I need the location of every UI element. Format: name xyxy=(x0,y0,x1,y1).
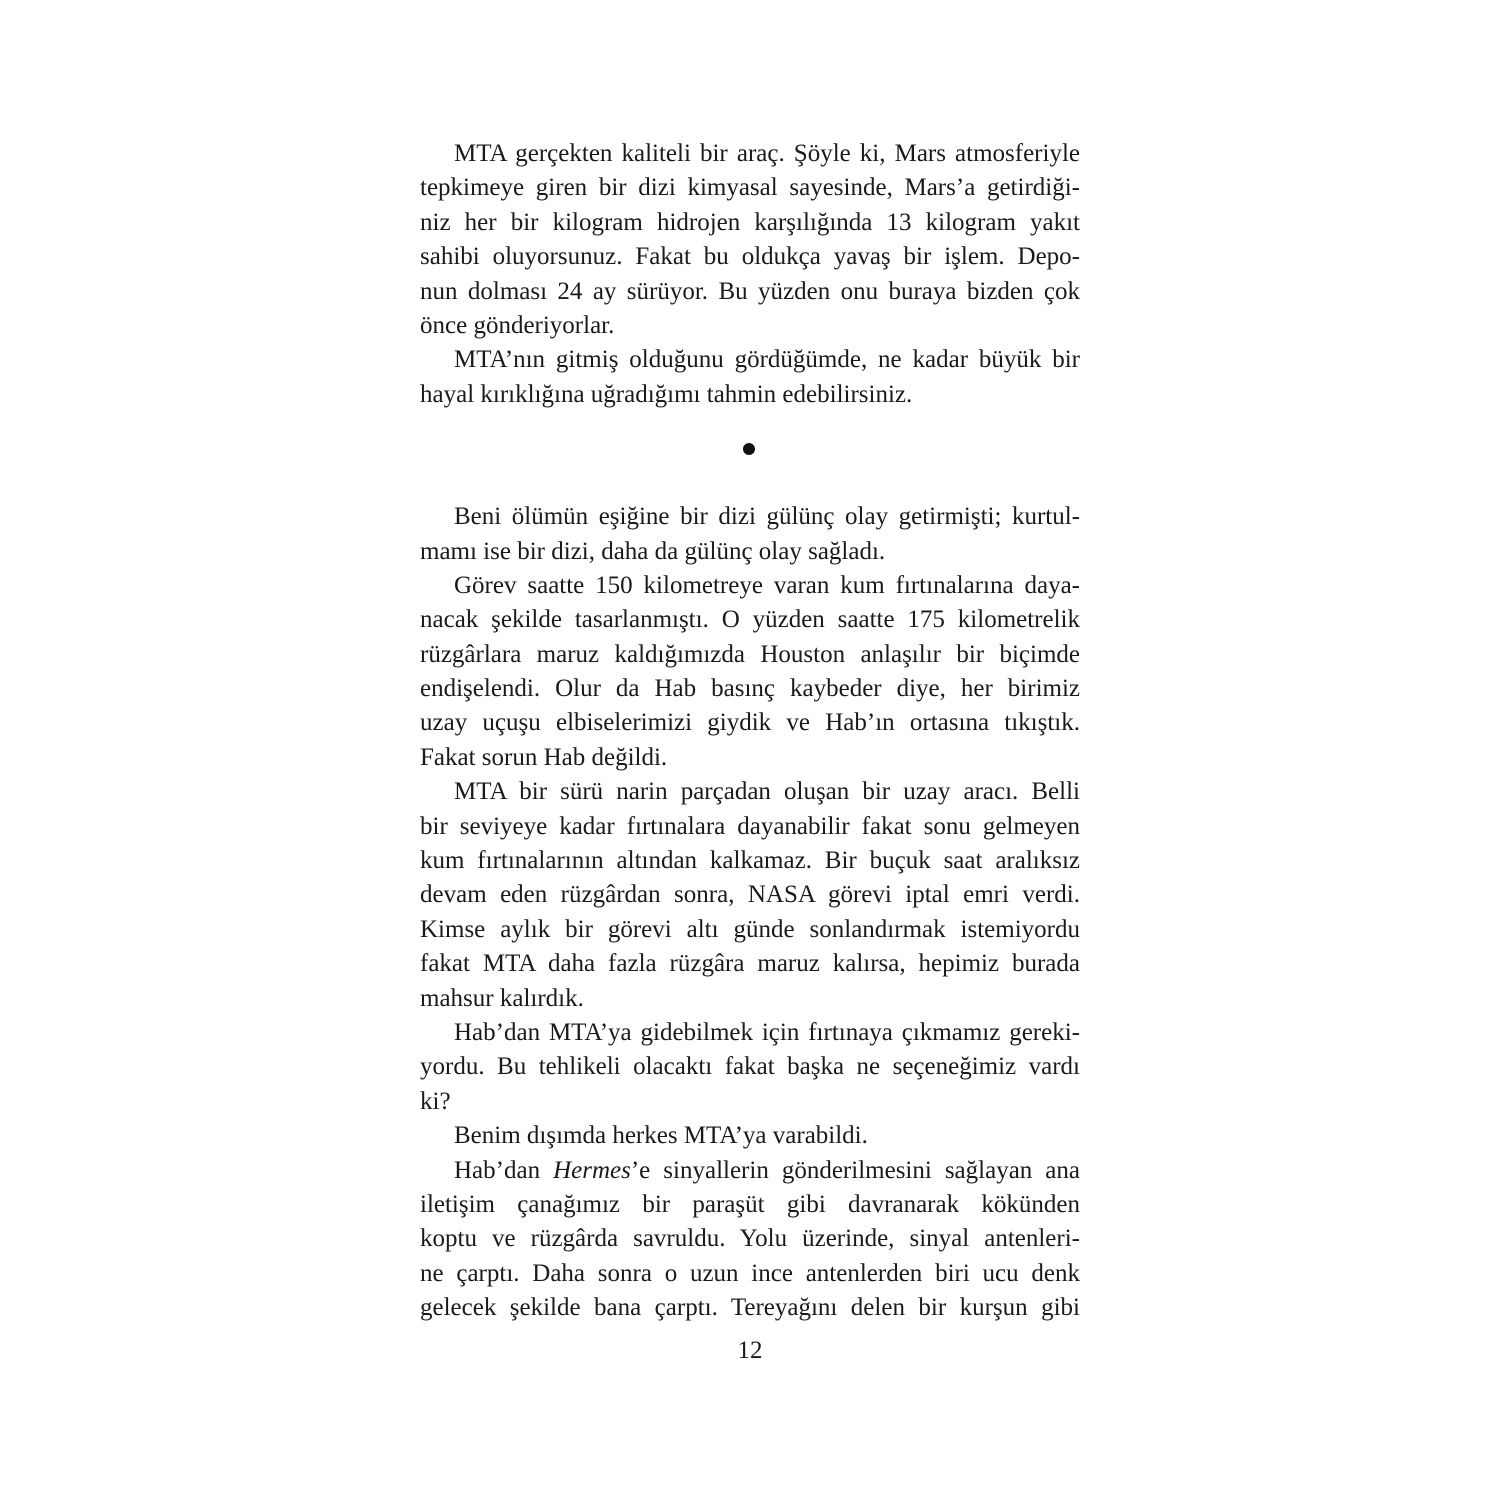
text-line: Benim dışımda herkes MTA’ya varabildi. xyxy=(454,1122,868,1150)
text-segment: Hab’dan xyxy=(454,1156,554,1184)
text-line: Görev saatte 150 kilometreye varan kum fırtınalarına daya- xyxy=(454,571,1080,599)
section-separator xyxy=(420,412,1080,500)
text-line: ki? xyxy=(420,1087,451,1115)
text-line: yordu. Bu tehlikeli olacaktı fakat başka ne seçeneğimiz vardı xyxy=(420,1053,1080,1081)
text-line: Hab’dan MTA’ya gidebilmek için fırtınaya çıkmamız gereki- xyxy=(454,1018,1080,1046)
page-number: 12 xyxy=(737,1337,763,1364)
text-line: ne çarptı. Daha sonra o uzun ince antenlerden biri ucu denk xyxy=(420,1259,1080,1287)
text-line: Beni ölümün eşiğine bir dizi gülünç olay getirmişti; kurtul- xyxy=(454,503,1080,531)
text-line: önce gönderiyorlar. xyxy=(420,311,615,339)
body-text xyxy=(420,137,1080,1326)
text-line: bir seviyeye kadar fırtınalara dayanabilir fakat sonu gelmeyen xyxy=(420,812,1080,840)
text-line: nacak şekilde tasarlanmıştı. O yüzden saatte 175 kilometrelik xyxy=(420,606,1080,634)
text-line xyxy=(420,1154,1080,1188)
text-line: devam eden rüzgârdan sonra, NASA görevi iptal emri verdi. xyxy=(420,881,1080,909)
text-line: niz her bir kilogram hidrojen karşılığında 13 kilogram yakıt xyxy=(420,208,1080,236)
italic-title: Hermes xyxy=(553,1156,631,1184)
text-line: iletişim çanağımız bir paraşüt gibi davranarak kökünden xyxy=(420,1190,1080,1218)
text-line: Fakat sorun Hab değildi. xyxy=(420,743,668,771)
text-line: tepkimeye giren bir dizi kimyasal sayesinde, Mars’a getirdiği- xyxy=(420,174,1080,202)
text-line: rüzgârlara maruz kaldığımızda Houston anlaşılır bir biçimde xyxy=(420,640,1080,668)
text-line: endişelendi. Olur da Hab basınç kaybeder diye, her birimiz xyxy=(420,675,1080,703)
text-line: uzay uçuşu elbiselerimizi giydik ve Hab’ın ortasına tıkıştık. xyxy=(420,709,1080,737)
text-line: MTA’nın gitmiş olduğunu gördüğümde, ne kadar büyük bir xyxy=(454,346,1080,374)
bullet-icon xyxy=(743,443,755,455)
text-line: gelecek şekilde bana çarptı. Tereyağını delen bir kurşun gibi xyxy=(420,1294,1080,1322)
text-line: sahibi oluyorsunuz. Fakat bu oldukça yavaş bir işlem. Depo- xyxy=(420,243,1080,271)
text-line: MTA bir sürü narin parçadan oluşan bir uzay aracı. Belli xyxy=(454,778,1080,806)
text-line: fakat MTA daha fazla rüzgâra maruz kalırsa, hepimiz burada xyxy=(420,950,1080,978)
text-line: hayal kırıklığına uğradığımı tahmin edebilirsiniz. xyxy=(420,380,913,408)
text-line: kum fırtınalarının altından kalkamaz. Bir buçuk saat aralıksız xyxy=(420,847,1080,875)
text-line: mahsur kalırdık. xyxy=(420,984,584,1012)
text-line: nun dolması 24 ay sürüyor. Bu yüzden onu buraya bizden çok xyxy=(420,277,1080,305)
text-line: mamı ise bir dizi, daha da gülünç olay sağladı. xyxy=(420,537,886,565)
text-segment: ’e sinyallerin gönderilmesini sağlayan ana xyxy=(630,1156,1080,1184)
text-line: koptu ve rüzgârda savruldu. Yolu üzerinde, sinyal antenleri- xyxy=(420,1225,1080,1253)
text-line: MTA gerçekten kaliteli bir araç. Şöyle ki, Mars atmosferiyle xyxy=(454,140,1080,167)
text-line: Kimse aylık bir görevi altı günde sonlandırmak istemiyordu xyxy=(420,915,1080,943)
